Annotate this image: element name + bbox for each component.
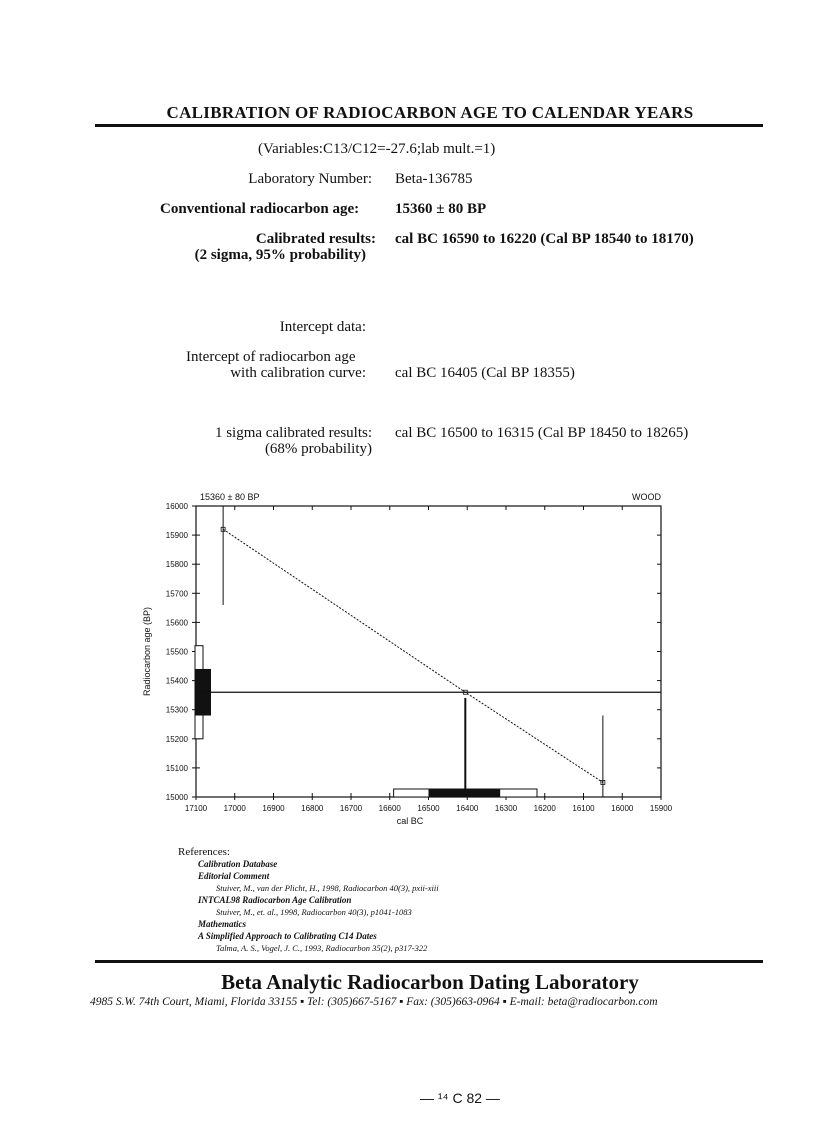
- x-tick-label: 16000: [611, 804, 634, 813]
- lab-address: 4985 S.W. 74th Court, Miami, Florida 33155 ▪ Tel: (305)667-5167 ▪ Fax: (305)663-0964 ▪ E-mail: beta@radiocarbon.com: [90, 996, 658, 1008]
- variables-line: (Variables:C13/C12=-27.6;lab mult.=1): [258, 141, 496, 157]
- x-tick-label: 16200: [533, 804, 556, 813]
- intercept-line1: Intercept of radiocarbon age: [186, 349, 356, 365]
- reference-title: Mathematics: [198, 919, 247, 929]
- x-tick-label: 16300: [494, 804, 518, 813]
- x-tick-label: 16100: [572, 804, 595, 813]
- intercept-line2: with calibration curve:: [230, 365, 366, 381]
- lab-name: Beta Analytic Radiocarbon Dating Laboratory: [221, 970, 639, 994]
- y-tick-label: 15700: [165, 589, 188, 599]
- calibrated-results-sub: (2 sigma, 95% probability): [194, 247, 366, 263]
- y-tick-label: 15300: [165, 705, 188, 715]
- intercept-data-label: Intercept data:: [279, 319, 366, 335]
- y-axis-label: Radiocarbon age (BP): [142, 606, 152, 697]
- one-sigma-cal-box: [429, 789, 501, 797]
- x-tick-label: 17100: [184, 804, 208, 813]
- x-tick-label: 16800: [301, 804, 324, 813]
- x-tick-label: 15900: [649, 804, 673, 813]
- reference-title: Calibration Database: [198, 859, 278, 869]
- y-tick-label: 15000: [165, 793, 188, 802]
- lab-number-label: Laboratory Number:: [248, 171, 372, 187]
- footer-rule: [95, 960, 763, 963]
- calibration-curve: [223, 529, 603, 782]
- x-tick-label: 16400: [456, 804, 479, 813]
- chart-material-label: WOOD: [632, 492, 661, 502]
- x-tick-label: 16600: [378, 804, 401, 813]
- y-tick-label: 15400: [165, 676, 188, 686]
- x-tick-label: 17000: [223, 804, 246, 813]
- x-tick-label: 16900: [262, 804, 285, 813]
- reference-note: Stuiver, M., van der Plicht, H., 1998, Radiocarbon 40(3), pxii-xiii: [216, 883, 439, 893]
- page-title: CALIBRATION OF RADIOCARBON AGE TO CALENDAR YEARS: [166, 103, 694, 122]
- x-tick-label: 16500: [417, 804, 440, 813]
- one-sigma-sub: (68% probability): [264, 441, 372, 457]
- intercept-value: cal BC 16405 (Cal BP 18355): [395, 365, 575, 381]
- lab-number-value: Beta-136785: [395, 171, 473, 187]
- reference-title: INTCAL98 Radiocarbon Age Calibration: [198, 895, 352, 905]
- y-tick-label: 15900: [165, 531, 188, 541]
- y-tick-label: 16000: [165, 502, 188, 511]
- y-tick-label: 15800: [165, 560, 188, 570]
- references: [178, 846, 439, 954]
- reference-title: A Simplified Approach to Calibrating C14 Dates: [198, 931, 377, 941]
- conventional-age-value: 15360 ± 80 BP: [395, 201, 487, 217]
- y-tick-label: 15500: [165, 647, 188, 657]
- y-tick-label: 15200: [165, 734, 188, 744]
- chart-sample-label: 15360 ± 80 BP: [200, 492, 260, 502]
- conventional-age-label: Conventional radiocarbon age:: [160, 201, 360, 217]
- reference-title: Editorial Comment: [198, 871, 270, 881]
- reference-note: Stuiver, M., et. al., 1998, Radiocarbon 40(3), p1041-1083: [216, 907, 412, 917]
- one-sigma-label: 1 sigma calibrated results:: [214, 425, 372, 441]
- plot-frame: [196, 506, 661, 797]
- references-list: [178, 858, 439, 954]
- references-heading: References:: [178, 846, 230, 858]
- y-tick-label: 15600: [165, 618, 188, 628]
- one-sigma-value: cal BC 16500 to 16315 (Cal BP 18450 to 18265): [395, 425, 689, 441]
- reference-note: Talma, A. S., Vogel, J. C., 1993, Radiocarbon 35(2), p317-322: [216, 943, 428, 953]
- page-number: — ¹⁴ C 82 —: [420, 1090, 500, 1106]
- calibrated-results-value: cal BC 16590 to 16220 (Cal BP 18540 to 18170): [395, 231, 694, 247]
- y-tick-label: 15100: [165, 763, 188, 773]
- x-axis-label: cal BC: [396, 816, 424, 826]
- calibrated-results-label: Calibrated results:: [255, 231, 376, 247]
- x-tick-label: 16700: [339, 804, 363, 813]
